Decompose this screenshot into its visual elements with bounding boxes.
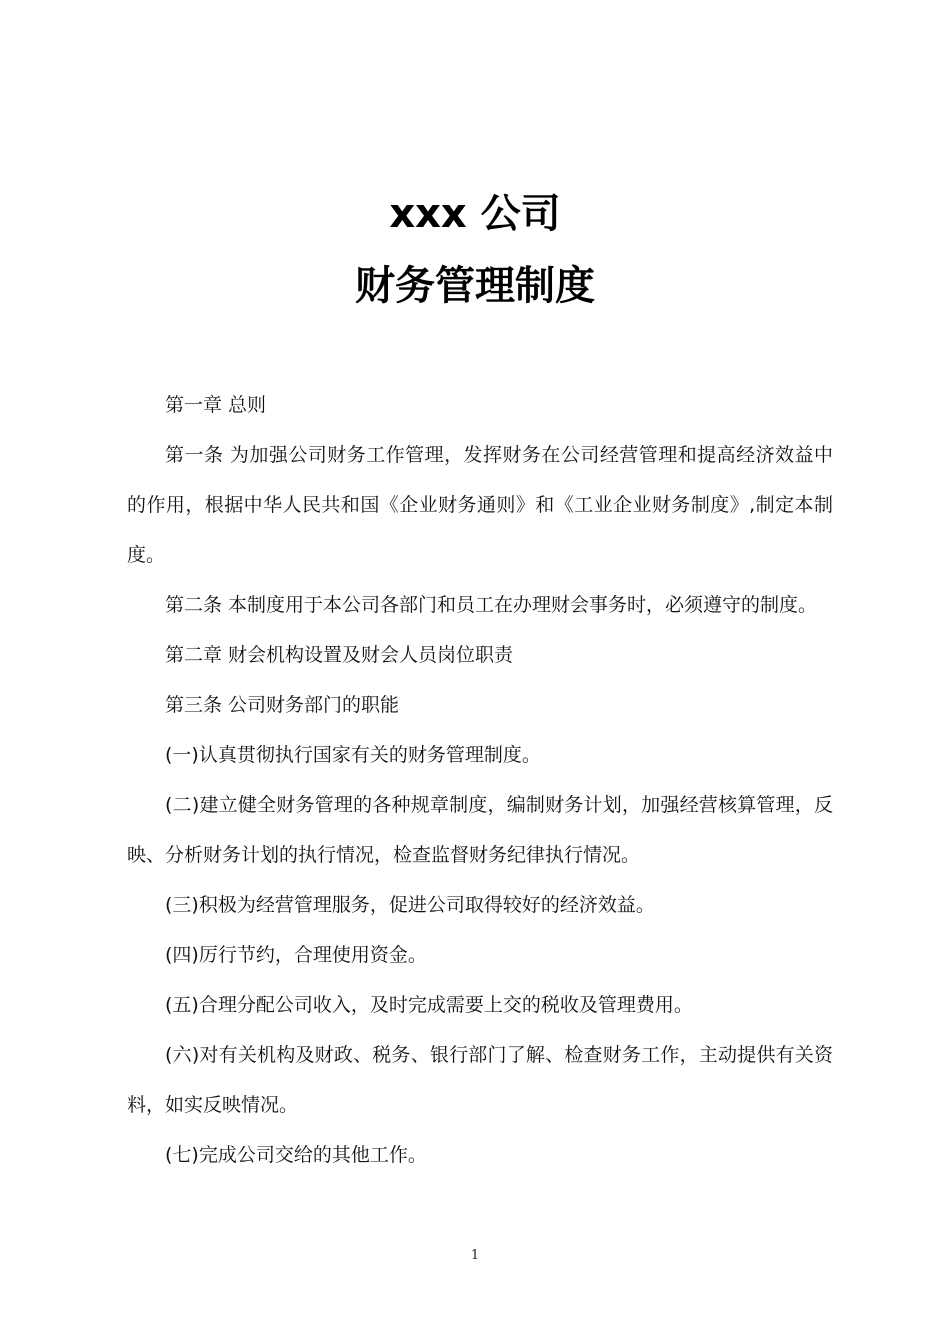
list-item: (一)认真贯彻执行国家有关的财务管理制度。 (165, 744, 541, 766)
list-item: (七)完成公司交给的其他工作。 (165, 1144, 427, 1166)
page-number: 1 (470, 1248, 480, 1263)
list-item: (二)建立健全财务管理的各种规章制度，编制财务计划，加强经营核算管理，反映、分析财务计划的执行情况，检查监督财务纪律执行情况。 (127, 794, 833, 866)
title-document-name: 财务管理制度 (355, 263, 595, 309)
document-body (127, 380, 833, 1180)
article-paragraph: 第二条 本制度用于本公司各部门和员工在办理财会事务时，必须遵守的制度。 (165, 594, 818, 616)
title-company: xxx 公司 (389, 191, 561, 237)
article-paragraph: 第三条 公司财务部门的职能 (165, 694, 400, 716)
list-item: (三)积极为经营管理服务，促进公司取得较好的经济效益。 (165, 894, 655, 916)
chapter-heading: 第一章 总则 (165, 394, 267, 416)
list-item: (六)对有关机构及财政、税务、银行部门了解、检查财务工作，主动提供有关资料，如实反映情况。 (127, 1044, 833, 1116)
document-title (0, 190, 950, 310)
list-item: (五)合理分配公司收入，及时完成需要上交的税收及管理费用。 (165, 994, 693, 1016)
article-paragraph: 第一条 为加强公司财务工作管理，发挥财务在公司经营管理和提高经济效益中的作用，根据中华人民共和国《企业财务通则》和《工业企业财务制度》,制定本制度。 (127, 444, 833, 566)
chapter-heading: 第二章 财会机构设置及财会人员岗位职责 (165, 644, 514, 666)
list-item: (四)厉行节约，合理使用资金。 (165, 944, 427, 966)
